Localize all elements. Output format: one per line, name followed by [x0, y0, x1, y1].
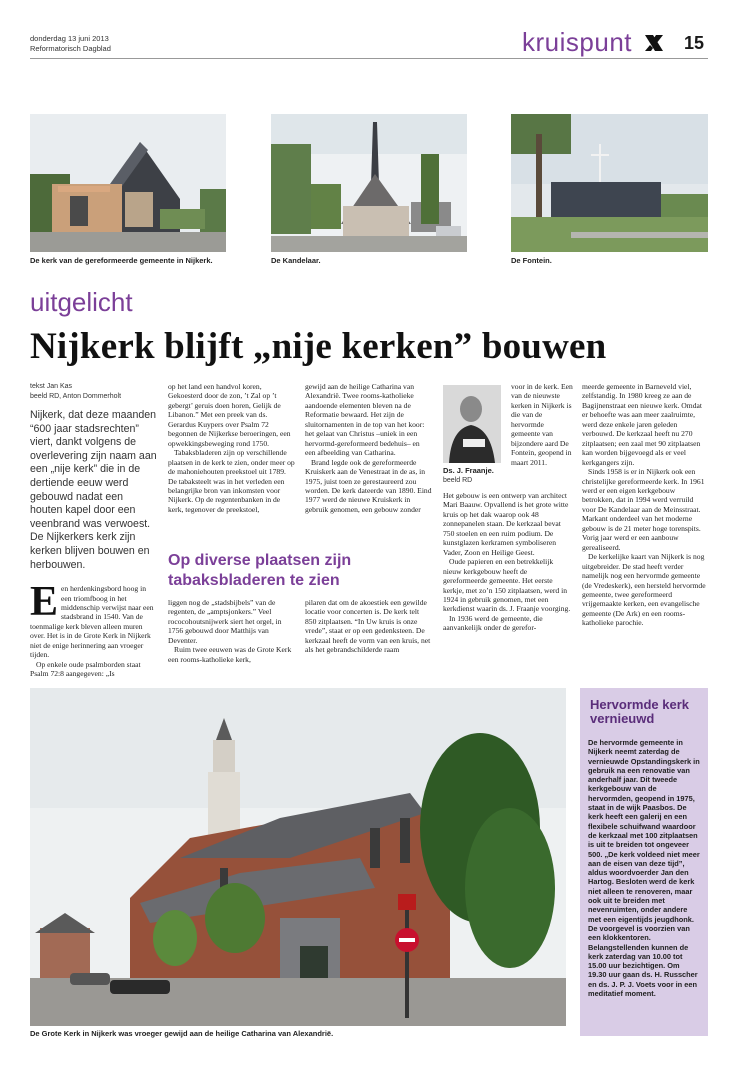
body-paragraph: liggen nog de „stadsbijbels” van de regenten, de „amptsjonkers.” Veel rococohoutsnijwerk siert het orgel, in 1756 gebouwd door Matthijs van Deventer.	[168, 598, 282, 645]
page-number: 15	[684, 33, 705, 53]
column-4-bottom	[443, 491, 573, 633]
issue-date: donderdag 13 juni 2013	[30, 34, 109, 43]
drop-cap: E	[30, 579, 59, 626]
caption-de-kandelaar: De Kandelaar.	[271, 256, 321, 265]
body-paragraph: Het gebouw is een ontwerp van architect Mari Baauw. Opvallend is het grote witte kruis op het dak waarop ook 48 zonnepanelen staan. De kerkzaal bevat 750 stoelen en een ruim podium. De kunstglazen kerkramen symboliseren Vader, Zoon en Heilige Geest.	[443, 491, 569, 557]
main-photo-caption: De Grote Kerk in Nijkerk was vroeger gewijd aan de heilige Catharina van Alexandrië.	[30, 1029, 334, 1038]
article-headline: Nijkerk blijft „nije kerken” bouwen	[30, 326, 607, 367]
body-paragraph: Oude papieren en een betrekkelijk nieuw kerkgebouw heeft de gereformeerde gemeente. Het eerste kerkje, met zo’n 150 zitplaatsen, werd in 1924 in gebruik genomen, met een kerkdienst waarin ds. J. Fraanje voorging.	[443, 557, 571, 614]
portrait-caption-credit: beeld RD	[443, 477, 473, 484]
column-3-bottom	[305, 598, 432, 655]
body-paragraph: pilaren dat om de akoestiek een gewilde locatie voor concerten is. De kerk telt 850 zitplaatsen. “In Uw kruis is onze vrede”, staat er op een gedenksteen. De kerkzaal heeft de vorm van een kruis, net als het gebrandschilderde raam	[305, 598, 431, 655]
caption-de-fontein: De Fontein.	[511, 256, 552, 265]
body-paragraph: Ruim twee eeuwen was de Grote Kerk een rooms-katholieke kerk,	[168, 645, 292, 664]
header-rule	[30, 58, 708, 59]
photo-de-kandelaar	[271, 114, 467, 252]
byline-photo: beeld RD, Anton Dommerholt	[30, 392, 122, 400]
body-paragraph: Tabaksbladeren zijn op verschillende plaatsen in de kerk te zien, onder meer op de mahoniehouten preekstoel uit 1789. De tabaksteelt was in het verleden een belangrijke bron van inkomsten voor Nijkerk. Op de regentenbanken in de kerk, tegenover de preekstoel,	[168, 448, 295, 514]
column-1	[30, 382, 157, 679]
column-2-top	[168, 382, 295, 514]
column-1-body	[30, 579, 157, 679]
sidebar-body: De hervormde gemeente in Nijkerk neemt zaterdag de vernieuwde Opstandingskerk in gebruik na een renovatie van anderhalf jaar. Dit tweede kerkgebouw van de hervormden, geopend in 1975, staat in de wijk Paasbos. De kerk heeft een galerij en een flexibele schuifwand waardoor de kerkzaal met 100 zitplaatsen is uit te breiden tot ongeveer 500. „De kerk voldeed niet meer aan de eisen van deze tijd”, aldus woordvoerder Jan den Hartog. Besloten werd de kerk niet alleen te renoveren, maar ook uit te breiden met nevenruimten, onder andere met een eigentijds jeugdhonk. De voorgevel is voorzien van een klokkentoren. Belangstellenden kunnen de kerk zaterdag van 10.00 tot 15.00 uur bezichtigen. Om 19.30 uur gaan ds. H. Russcher en ds. J. P. J. Voets voor in een meditatief moment.	[588, 738, 700, 999]
sidebar-title: Hervormde kerk vernieuwd	[590, 697, 689, 726]
byline-text: tekst Jan Kas	[30, 383, 73, 390]
body-paragraph: Sinds 1958 is er in Nijkerk ook een christelijke gereformeerde kerk. In 1961 werd er een eigen kerkgebouw betrokken, dat in 1994 werd verruild voor De Kandelaar aan de Meinsstraat. Markant onderdeel van het moderne gebouw is de 21 meter hoge torenspits. Vorig jaar werd er een aanbouw gerealiseerd.	[582, 467, 705, 552]
section-title: kruispunt	[522, 27, 632, 57]
article-lead: Nijkerk, dat deze maanden “600 jaar stadsrechten” viert, dankt volgens de overlevering zijn naam aan een „nije kerk” die in de dertiende eeuw werd gebouwd nadat een houten kapel door een veenbrand was verwoest. De Nijkerkers kerk zijn kerken blijven bouwen en herbouwen.	[30, 409, 157, 571]
publication-name: Reformatorisch Dagblad	[30, 44, 111, 53]
photo-gereformeerde-kerk	[30, 114, 226, 252]
column-3-top	[305, 382, 432, 514]
portrait-caption-name: Ds. J. Fraanje.	[443, 466, 494, 475]
body-paragraph: De kerkelijke kaart van Nijkerk is nog uitgebreider. De stad heeft verder namelijk nog een hervormde gemeente (de Vredeskerk), een hersteld hervormde gemeente, twee gereformeerd vrijgemaakte kerken, een evangelische gemeente (De Ark) en een rooms-katholieke parochie.	[582, 552, 706, 628]
column-4-top	[511, 382, 573, 467]
article-kicker: uitgelicht	[30, 287, 133, 317]
body-paragraph: voor in de kerk. Een van de nieuwste kerken in Nijkerk is die van de hervormde gemeente van bijzondere aard De Fontein, geopend in maart 2011.	[511, 382, 573, 467]
photo-portrait-fraanje	[443, 385, 501, 463]
body-paragraph: op het land een handvol koren, Gekoesterd door de zon, ’t Zal op ’t gebergt’ geruis doen horen, Gelijk de Libanon.” Met een preek van ds. Gerardus Kuypers over Psalm 72 begonnen de Nijkerkse beroeringen, een opwekkingsbeweging rond 1750.	[168, 382, 291, 448]
column-2-bottom	[168, 598, 295, 664]
body-paragraph: Brand legde ook de gereformeerde Kruiskerk aan de Venestraat in de as, in 1975, juist toen ze gerestaureerd zou worden. De kerk dateerde van 1890. Eind 1977 werd de nieuwe Kruiskerk in gebruik genomen, een gebouw zonder	[305, 457, 432, 514]
photo-grote-kerk	[30, 688, 566, 1026]
photo-de-fontein	[511, 114, 708, 252]
body-paragraph: Op enkele oude psalmborden staat Psalm 72:8 aangegeven: „Is	[30, 659, 141, 679]
article-subhead: Op diverse plaatsen zijn tabaksbladeren te zien	[168, 552, 352, 589]
x-logo-icon	[643, 32, 665, 54]
column-5	[582, 382, 708, 628]
body-paragraph: gewijd aan de heilige Catharina van Alexandrië. Twee rooms-katholieke aandoende elementen bleven na de Reformatie bewaard. Het zijn de sluitornamenten in de top van het koor: het gelaat van Christus –uniek in een hervormd-gereformeerd bedehuis– en een afbeelding van Catharina.	[305, 382, 425, 458]
caption-gereformeerde-kerk: De kerk van de gereformeerde gemeente in Nijkerk.	[30, 256, 213, 265]
body-paragraph: meerde gemeente in Barneveld viel, zelfstandig. In 1980 kreeg ze aan de Bagijnenstraat een nieuwe kerk. Omdat er behoefte was aan meer zaalruimte, werd deze enkele jaren geleden verbouwd. De kerkzaal heeft nu 270 zitplaatsen; een zaal met 90 zitplaatsen kan worden bijgevoegd als er veel kerkgangers zijn.	[582, 382, 702, 467]
body-paragraph: en herdenkingsbord hoog in een triomfboog in het middenschip verwijst naar een stadsbrand in 1540. Van de toenmalige kerk bleven alleen muren over. Het is in de Grote Kerk in Nijkerk niet de enige herinnering aan vroeger tijden.	[30, 584, 154, 660]
sidebar-box	[580, 688, 708, 1036]
body-paragraph: In 1936 werd de gemeente, die aanvankelijk onder de gerefor-	[443, 613, 543, 633]
